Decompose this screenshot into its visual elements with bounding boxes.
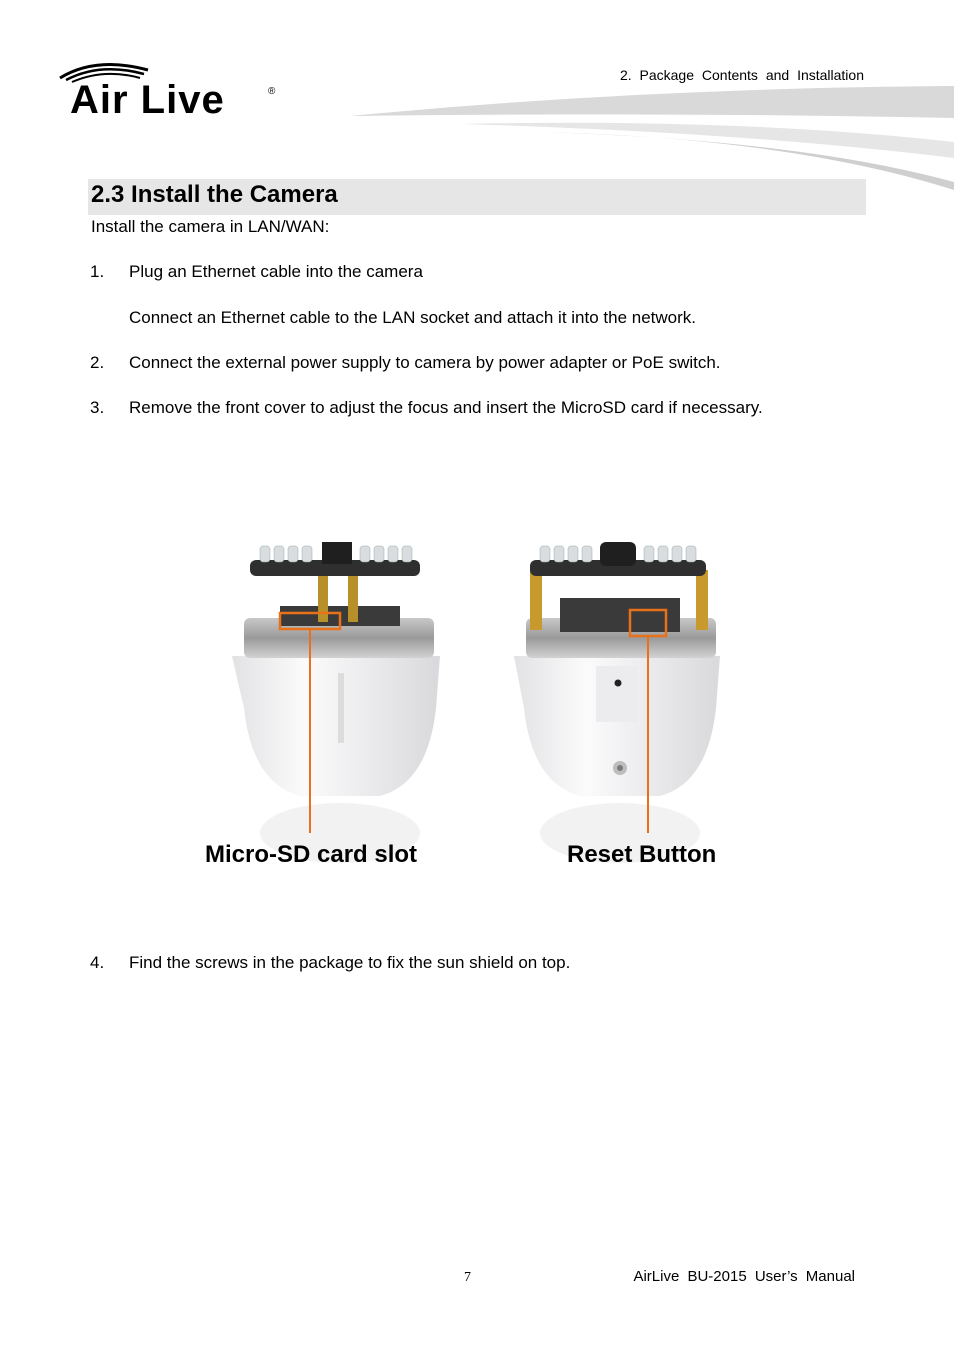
intro-text: Install the camera in LAN/WAN: xyxy=(91,217,330,236)
section-title: 2.3 Install the Camera xyxy=(91,181,338,208)
footer-manual-title: AirLive BU-2015 User’s Manual xyxy=(633,1268,855,1285)
right-camera-illustration xyxy=(514,542,720,863)
registered-mark: ® xyxy=(268,86,276,97)
header-section-title: 2. Package Contents and Installation xyxy=(619,67,864,83)
page-number: 7 xyxy=(464,1270,471,1285)
left-camera-illustration xyxy=(232,542,440,863)
step-text: Find the screws in the package to fix the sun shield on top. xyxy=(129,953,571,972)
step-number: 1. xyxy=(90,262,105,281)
step-text: Connect the external power supply to camera by power adapter or PoE switch. xyxy=(129,353,721,372)
reset-button-caption: Reset Button xyxy=(567,841,717,868)
step-number: 3. xyxy=(90,398,105,417)
step-text: Remove the front cover to adjust the focus and insert the MicroSD card if necessary. xyxy=(129,398,763,417)
step-detail: Connect an Ethernet cable to the LAN socket and attach it into the network. xyxy=(129,308,697,327)
step-text: Plug an Ethernet cable into the camera xyxy=(129,262,423,281)
airlive-logo: Air Live xyxy=(70,78,225,122)
step-number: 2. xyxy=(90,353,105,372)
camera-figure xyxy=(200,538,740,868)
micro-sd-caption: Micro-SD card slot xyxy=(205,841,418,868)
step-number: 4. xyxy=(90,953,105,972)
